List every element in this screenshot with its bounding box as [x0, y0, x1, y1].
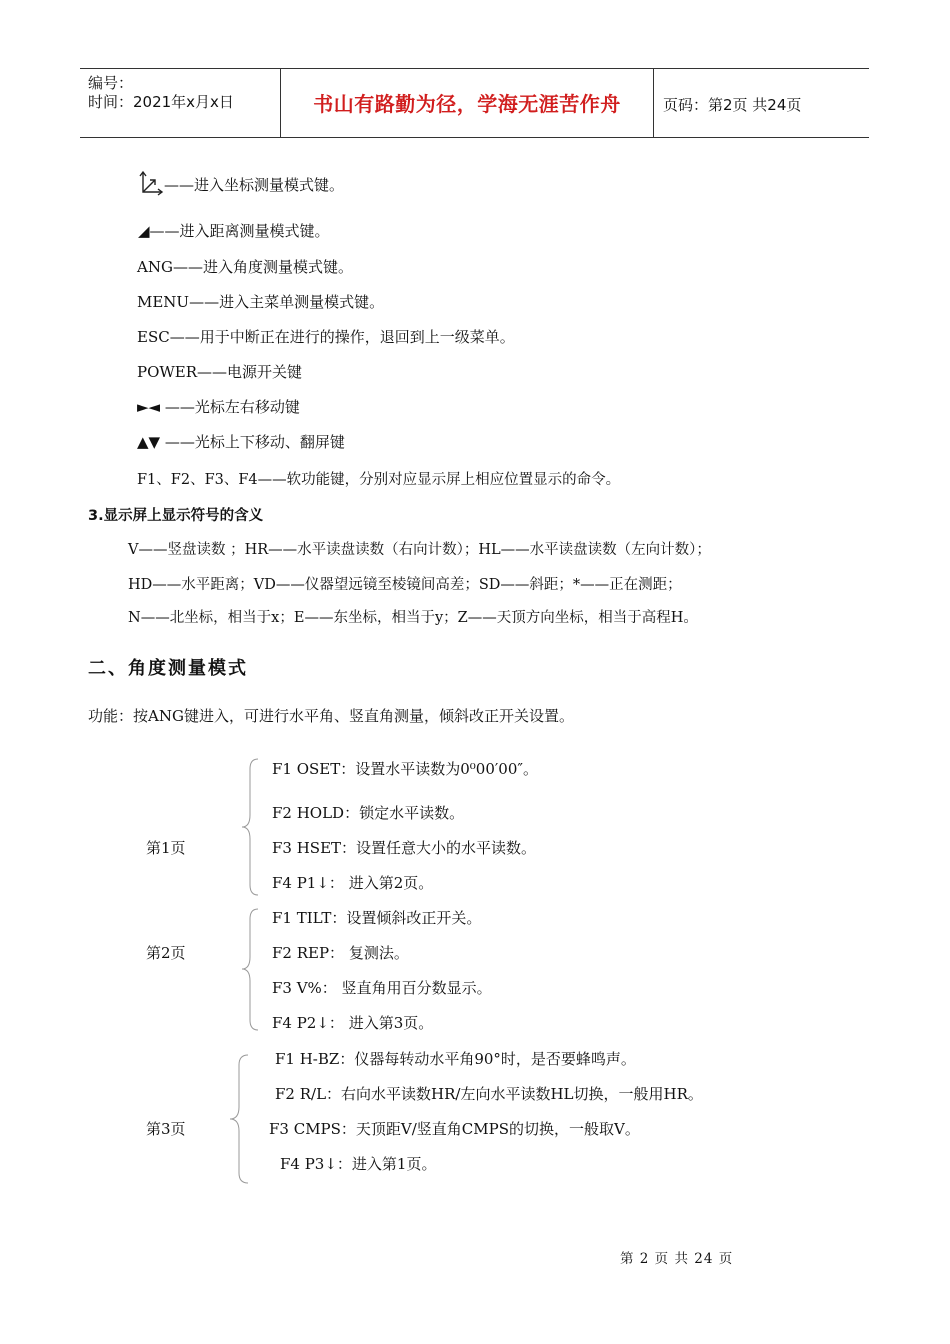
symbol-line-2: HD——水平距离；VD——仪器望远镜至棱镜间高差；SD——斜距；*——正在测距；	[128, 577, 682, 593]
page-footer: 第 2 页 共 24 页	[620, 1251, 734, 1267]
key-line-distance: ◢——进入距离测量模式键。	[138, 222, 330, 240]
page-2-item-1: F1 TILT：设置倾斜改正开关。	[272, 909, 482, 927]
key-line-esc: ESC——用于中断正在进行的操作，退回到上一级菜单。	[137, 328, 515, 346]
coordinate-measure-icon	[138, 170, 164, 196]
page-2-label: 第2页	[146, 944, 186, 962]
page-1-label: 第1页	[146, 839, 186, 857]
page-3-item-2: F2 R/L：右向水平读数HR/左向水平读数HL切换，一般用HR。	[275, 1085, 703, 1103]
page-3-brace	[228, 1053, 250, 1185]
key-line-coordinate: ——进入坐标测量模式键。	[138, 170, 344, 196]
page-2-item-4: F4 P2↓： 进入第3页。	[272, 1014, 434, 1032]
page-3-item-4: F4 P3↓：进入第1页。	[280, 1155, 437, 1173]
page-3-item-3: F3 CMPS：天顶距V/竖直角CMPS的切换，一般取V。	[269, 1120, 640, 1138]
page-1-item-1: F1 OSET：设置水平读数为0⁰00′00″。	[272, 760, 538, 778]
key-line-soft-keys: F1、F2、F3、F4——软功能键，分别对应显示屏上相应位置显示的命令。	[137, 472, 621, 488]
header-time-label: 时间：2021年x月x日	[88, 93, 234, 111]
page-1-brace	[240, 757, 260, 897]
page-1-item-3: F3 HSET：设置任意大小的水平读数。	[272, 839, 537, 857]
key-line-up-down: ▲▼ ——光标上下移动、翻屏键	[137, 433, 345, 451]
header-motto: 书山有路勤为径，学海无涯苦作舟	[313, 91, 621, 116]
header-page-info: 页码：第2页 共24页	[663, 96, 802, 114]
symbol-line-3: N——北坐标，相当于x；E——东坐标，相当于y；Z——天顶方向坐标，相当于高程H。	[128, 610, 698, 626]
header-number-label: 编号：	[88, 74, 134, 92]
symbol-line-1: V——竖盘读数 ；HR——水平读盘读数（右向计数）；HL——水平读盘读数（左向计数）；	[128, 542, 711, 558]
page-3-label: 第3页	[146, 1120, 186, 1138]
page-1-item-4: F4 P1↓： 进入第2页。	[272, 874, 434, 892]
section-3-title: 3.显示屏上显示符号的含义	[88, 508, 264, 524]
key-line-power: POWER——电源开关键	[137, 363, 303, 381]
page-3-item-1: F1 H-BZ：仪器每转动水平角90°时，是否要蜂鸣声。	[275, 1050, 636, 1068]
page-1-item-2: F2 HOLD：锁定水平读数。	[272, 804, 465, 822]
section-angle-mode-title: 二、角度测量模式	[88, 658, 248, 679]
header-divider	[653, 68, 654, 137]
key-line-menu: MENU——进入主菜单测量模式键。	[137, 293, 385, 311]
section-angle-mode-intro: 功能：按ANG键进入，可进行水平角、竖直角测量，倾斜改正开关设置。	[88, 707, 574, 725]
key-line-ang: ANG——进入角度测量模式键。	[137, 258, 353, 276]
page-2-item-3: F3 V%： 竖直角用百分数显示。	[272, 979, 492, 997]
page-2-item-2: F2 REP： 复测法。	[272, 944, 409, 962]
page-2-brace	[240, 907, 260, 1032]
distance-measure-icon: ◢	[138, 222, 150, 240]
key-line-left-right: ►◄ ——光标左右移动键	[137, 398, 300, 416]
